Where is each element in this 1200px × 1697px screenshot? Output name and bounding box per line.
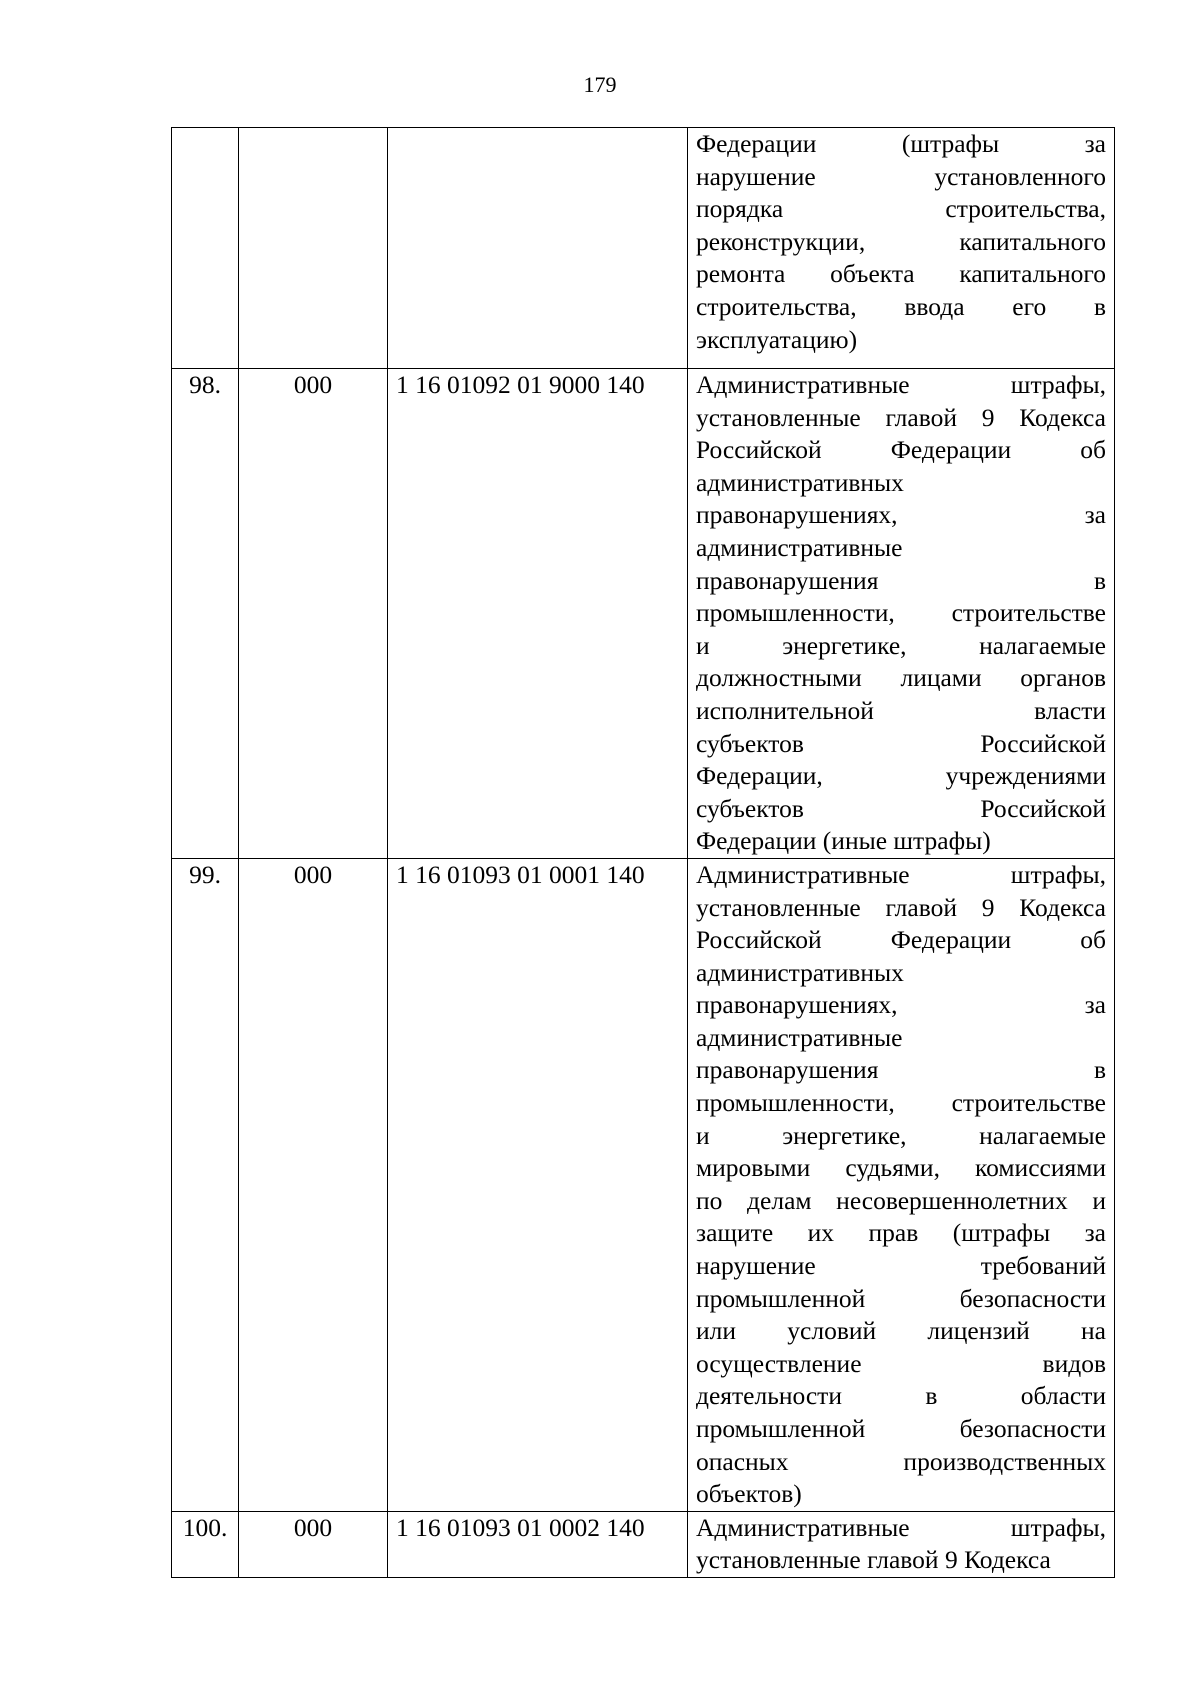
revenue-name-line: или условий лицензий на [696, 1316, 1106, 1346]
revenue-name-line: административные [696, 532, 903, 562]
revenue-name-line: административных [696, 467, 904, 497]
revenue-name-line: Федерации, учреждениями [696, 761, 1106, 791]
page-number: 179 [583, 72, 617, 97]
row-number-cell: 100. [172, 1511, 239, 1577]
revenue-name-line: установленные главой 9 Кодекса [696, 1545, 1051, 1575]
revenue-name-line: правонарушениях, за [696, 500, 1106, 530]
revenue-name-line: Российской Федерации об [696, 925, 1106, 955]
revenue-name-line: порядка строительства, [696, 194, 1106, 224]
revenue-name-line: промышленности, строительстве [696, 1088, 1106, 1118]
table-row [172, 369, 1115, 859]
budget-classification-table [171, 127, 1115, 1578]
revenue-name-line: промышленной безопасности [696, 1283, 1106, 1313]
row-number-cell [172, 128, 239, 369]
revenue-name-line: Административные штрафы, [696, 859, 1106, 889]
table-body [172, 128, 1115, 1578]
revenue-name-line: Федерации (штрафы за [696, 129, 1106, 158]
revenue-name-line: опасных производственных [696, 1446, 1106, 1476]
revenue-name-line: установленные главой 9 Кодекса [696, 402, 1106, 432]
revenue-name-cell [688, 128, 1115, 369]
row-number-cell: 98. [172, 369, 239, 859]
revenue-name-line: правонарушения в [696, 1055, 1106, 1085]
revenue-name-line: ремонта объекта капитального [696, 259, 1106, 289]
revenue-name-line: административные [696, 1022, 903, 1052]
revenue-name-cell [688, 858, 1115, 1511]
revenue-name-line: нарушение требований [696, 1251, 1106, 1281]
revenue-name-line: промышленной безопасности [696, 1414, 1106, 1443]
revenue-name-line: Административные штрафы, [696, 1512, 1106, 1542]
revenue-name-line: правонарушения в [696, 565, 1106, 595]
revenue-name-cell [688, 1511, 1115, 1577]
revenue-name-line: правонарушениях, за [696, 990, 1106, 1020]
row-number-cell: 99. [172, 858, 239, 1511]
admin-code-cell [239, 128, 388, 369]
revenue-name-line: эксплуатацию) [696, 324, 858, 354]
revenue-name-line: исполнительной власти [696, 695, 1106, 725]
revenue-name-line: и энергетике, налагаемые [696, 630, 1106, 660]
budget-code-cell: 1 16 01093 01 0002 140 [388, 1511, 688, 1577]
revenue-name-line: осуществление видов [696, 1348, 1106, 1378]
revenue-name-line: административных [696, 957, 904, 987]
table-row [172, 1511, 1115, 1577]
revenue-name-line: субъектов Российской [696, 793, 1106, 823]
revenue-name-line: деятельности в области [696, 1381, 1106, 1411]
budget-code-cell: 1 16 01093 01 0001 140 [388, 858, 688, 1511]
budget-code-cell: 1 16 01092 01 9000 140 [388, 369, 688, 859]
revenue-name-line: промышленности, строительстве [696, 598, 1106, 628]
revenue-name-line: должностными лицами органов [696, 663, 1106, 693]
budget-code-cell [388, 128, 688, 369]
revenue-name-line: и энергетике, налагаемые [696, 1120, 1106, 1150]
revenue-name-line: субъектов Российской [696, 728, 1106, 758]
revenue-name-line: мировыми судьями, комиссиями [696, 1153, 1106, 1183]
table-row [172, 128, 1115, 369]
revenue-name-line: Административные штрафы, [696, 370, 1106, 399]
revenue-name-cell [688, 369, 1115, 859]
revenue-name-line: строительства, ввода его в [696, 291, 1106, 321]
revenue-name-line: Российской Федерации об [696, 435, 1106, 465]
admin-code-cell: 000 [239, 858, 388, 1511]
revenue-name-line: объектов) [696, 1479, 802, 1509]
revenue-name-line: установленные главой 9 Кодекса [696, 892, 1106, 922]
table-row [172, 858, 1115, 1511]
revenue-name-line: нарушение установленного [696, 161, 1106, 191]
admin-code-cell: 000 [239, 369, 388, 859]
revenue-name-line: реконструкции, капитального [696, 226, 1106, 256]
revenue-name-line: по делам несовершеннолетних и [696, 1185, 1106, 1215]
revenue-name-line: Федерации (иные штрафы) [696, 826, 991, 856]
admin-code-cell: 000 [239, 1511, 388, 1577]
revenue-name-line: защите их прав (штрафы за [696, 1218, 1106, 1248]
